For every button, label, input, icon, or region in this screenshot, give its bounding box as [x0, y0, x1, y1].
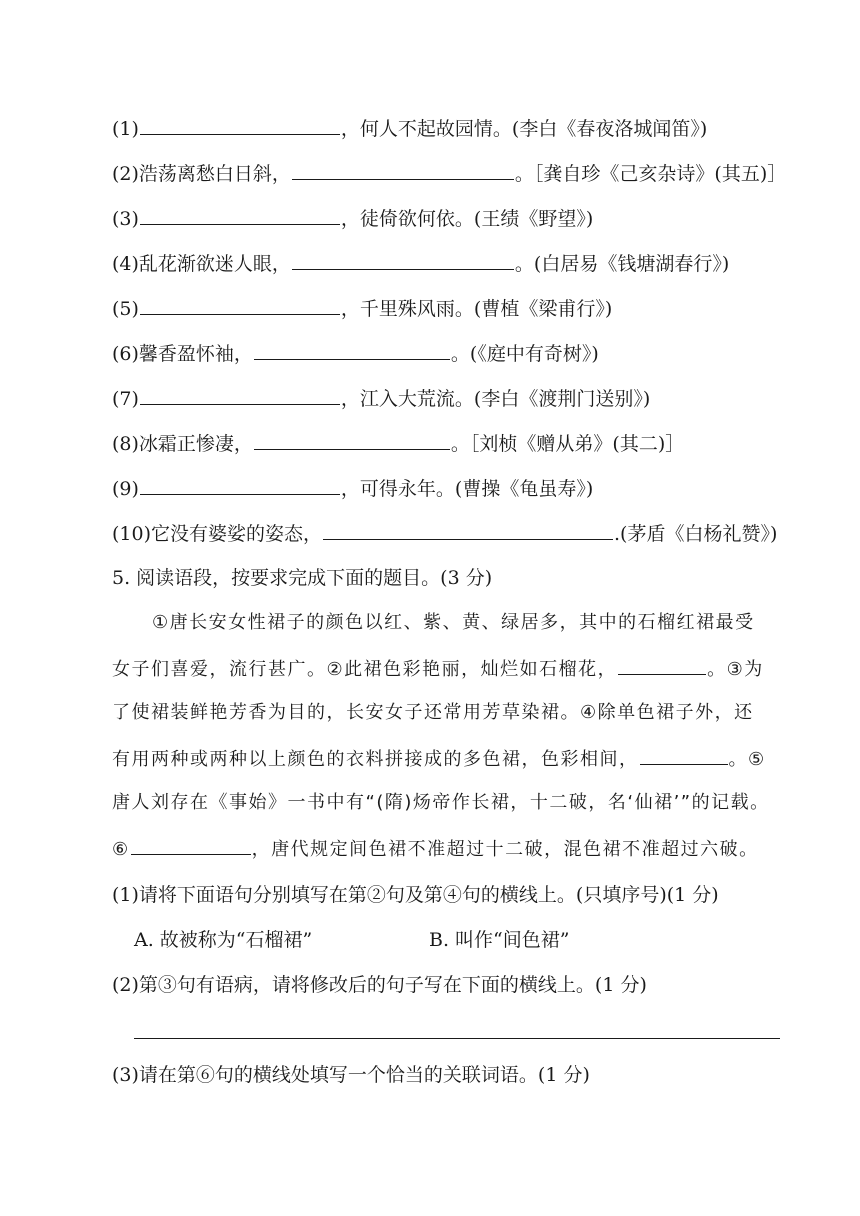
poem-line-8: [112, 431, 684, 456]
passage-text: 。③为: [707, 659, 764, 680]
passage-line: [112, 701, 754, 725]
passage-text: 唐人刘存在《事始》一书中有“(隋)炀帝作长裙，十二破，名‘仙裙’”的记载。: [112, 792, 770, 813]
poem-line-prefix: (10)它没有婆娑的姿态，: [112, 523, 323, 545]
passage-line: [112, 746, 766, 772]
fill-blank[interactable]: [323, 521, 613, 540]
sub-question-2: (2)第③句有语病，请将修改后的句子写在下面的横线上。(1 分): [112, 974, 647, 996]
poem-line-suffix: ，徒倚欲何依。(王绩《野望》): [340, 208, 594, 230]
fill-blank[interactable]: [640, 746, 728, 765]
option-b[interactable]: B. 叫作“间色裙”: [429, 929, 570, 951]
passage-line: [112, 656, 764, 682]
passage-text: 女子们喜爱，流行甚广。②此裙色彩艳丽，灿烂如石榴花，: [112, 659, 618, 680]
poem-line-suffix: ，何人不起故园情。(李白《春夜洛城闻笛》): [340, 118, 708, 140]
passage-line: [112, 791, 770, 815]
passage-text: ，唐代规定间色裙不准超过十二破，混色裙不准超过六破。: [251, 839, 759, 860]
answer-line[interactable]: [134, 1038, 780, 1039]
poem-line-9: [112, 476, 593, 501]
poem-line-suffix: .(茅盾《白杨礼赞》): [614, 523, 778, 545]
poem-line-suffix: 。(白居易《钱塘湖春行》): [514, 253, 730, 275]
passage-line: [152, 611, 755, 635]
poem-line-prefix: (6)馨香盈怀袖，: [112, 343, 253, 365]
poem-line-prefix: (7): [112, 388, 139, 410]
sub-question-1: (1)请将下面语句分别填写在第②句及第④句的横线上。(只填序号)(1 分): [112, 884, 719, 906]
poem-line-7: [112, 386, 650, 411]
poem-line-4: [112, 251, 729, 276]
fill-blank[interactable]: [140, 386, 340, 405]
poem-line-suffix: ，江入大荒流。(李白《渡荆门送别》): [340, 388, 651, 410]
poem-line-2: [112, 161, 786, 186]
fill-blank[interactable]: [131, 836, 251, 855]
fill-blank[interactable]: [618, 656, 706, 675]
fill-blank[interactable]: [140, 116, 340, 135]
passage-text: 。⑤: [728, 749, 766, 770]
poem-line-prefix: (4)乱花渐欲迷人眼，: [112, 253, 291, 275]
poem-line-10: [112, 521, 777, 546]
passage-line: [112, 836, 759, 862]
fill-blank[interactable]: [140, 476, 340, 495]
option-a[interactable]: A. 故被称为“石榴裙”: [134, 929, 313, 951]
sub-question-3: (3)请在第⑥句的横线处填写一个恰当的关联词语。(1 分): [112, 1064, 590, 1086]
question-5-heading: 5. 阅读语段，按要求完成下面的题目。(3 分): [112, 567, 493, 589]
poem-line-6: [112, 341, 599, 366]
poem-line-prefix: (3): [112, 208, 139, 230]
poem-line-prefix: (5): [112, 298, 139, 320]
fill-blank[interactable]: [292, 251, 514, 270]
poem-line-1: [112, 116, 707, 141]
poem-line-5: [112, 296, 612, 321]
poem-line-prefix: (2)浩荡离愁白日斜，: [112, 163, 291, 185]
passage-text: 有用两种或两种以上颜色的衣料拼接成的多色裙，色彩相间，: [112, 749, 639, 770]
passage-text: ⑥: [112, 839, 130, 860]
poem-line-prefix: (8)冰霜正惨凄，: [112, 433, 253, 455]
fill-blank[interactable]: [292, 161, 514, 180]
poem-line-prefix: (1): [112, 118, 139, 140]
passage-text: ①唐长安女性裙子的颜色以红、紫、黄、绿居多，其中的石榴红裙最受: [152, 612, 755, 633]
poem-line-prefix: (9): [112, 478, 139, 500]
poem-line-suffix: ，可得永年。(曹操《龟虽寿》): [340, 478, 594, 500]
poem-line-suffix: 。(《庭中有奇树》): [450, 343, 599, 365]
passage-text: 了使裙装鲜艳芳香为目的，长安女子还常用芳草染裙。④除单色裙子外，还: [112, 702, 754, 723]
poem-line-3: [112, 206, 593, 231]
poem-line-suffix: ，千里殊风雨。(曹植《梁甫行》): [340, 298, 613, 320]
fill-blank[interactable]: [254, 341, 450, 360]
poem-line-suffix: 。［刘桢《赠从弟》(其二)］: [450, 433, 685, 455]
fill-blank[interactable]: [254, 431, 450, 450]
fill-blank[interactable]: [140, 206, 340, 225]
fill-blank[interactable]: [140, 296, 340, 315]
poem-line-suffix: 。［龚自珍《己亥杂诗》(其五)］: [514, 163, 787, 185]
